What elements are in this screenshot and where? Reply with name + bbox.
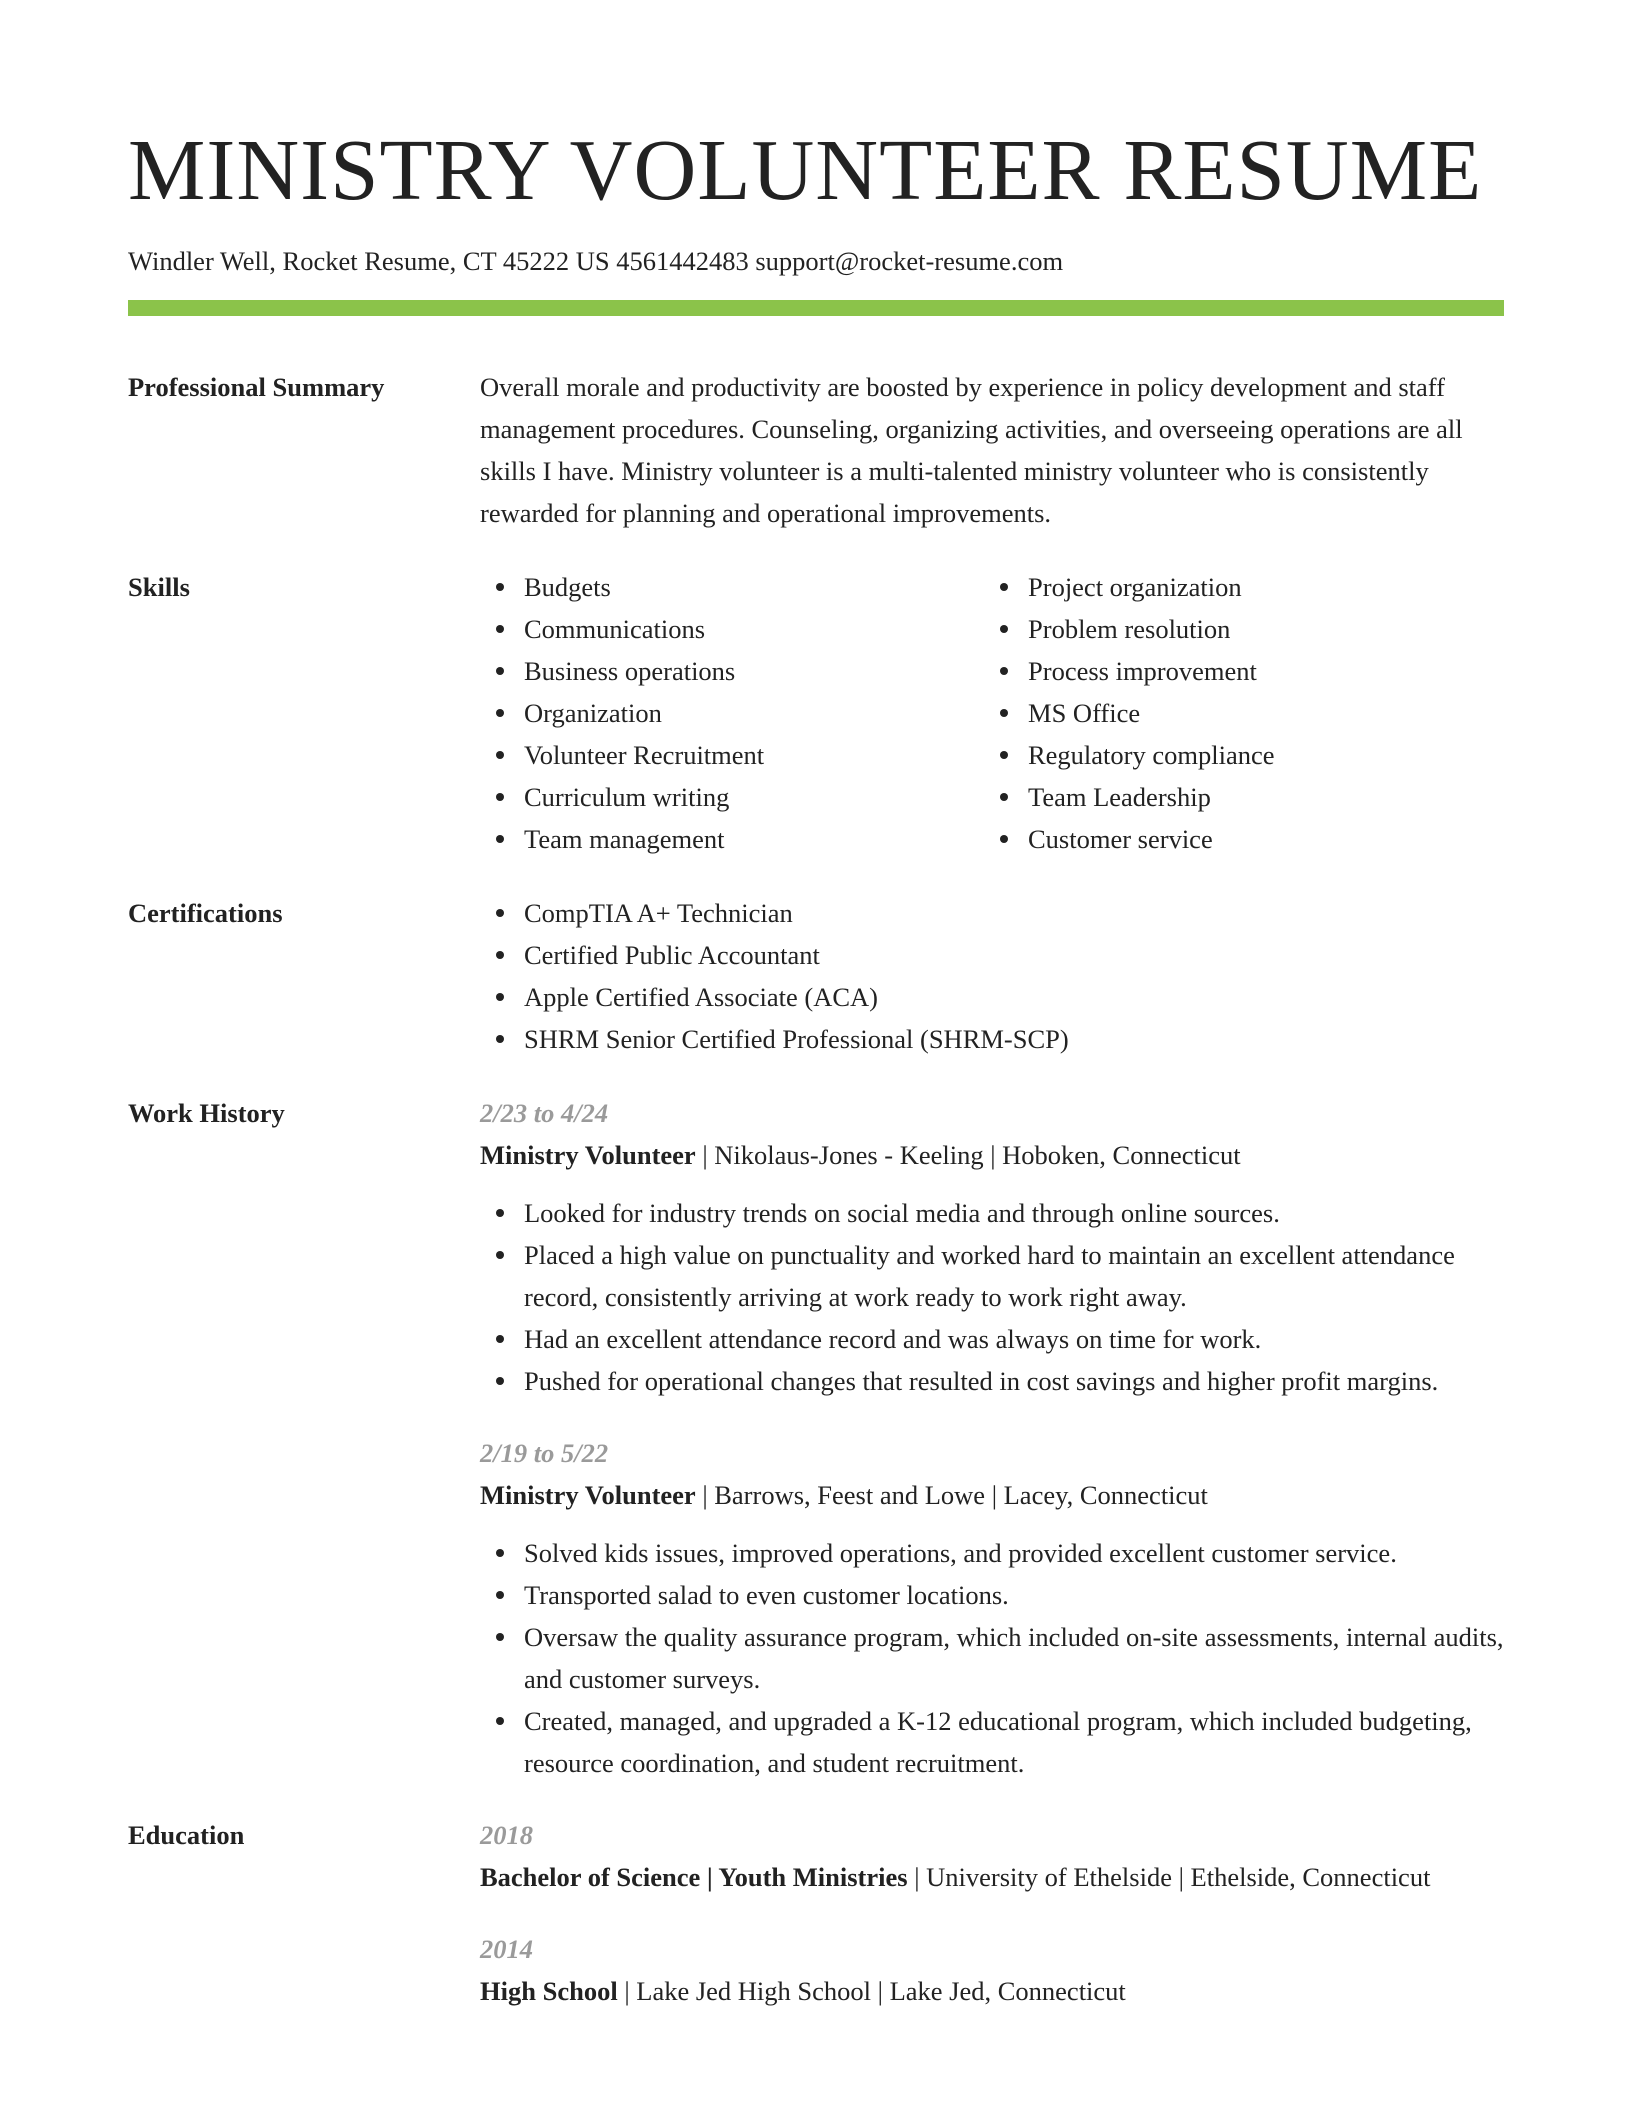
skill-item: MS Office (1028, 692, 1488, 734)
certification-item: CompTIA A+ Technician (524, 892, 1504, 934)
skill-item: Customer service (1028, 818, 1488, 860)
job-duty-item: Created, managed, and upgraded a K-12 educational program, which included budgeting, resource coordination, and student recruitment. (524, 1700, 1504, 1784)
job-duty-item: Placed a high value on punctuality and worked hard to maintain an excellent attendance record, consistently arriving at work ready to work right away. (524, 1234, 1504, 1318)
skill-item: Organization (524, 692, 984, 734)
section-label-education: Education (128, 1820, 245, 1850)
skill-item: Process improvement (1028, 650, 1488, 692)
certifications-list (480, 892, 1504, 1060)
work-history-body (480, 1092, 1504, 1784)
contact-line: Windler Well, Rocket Resume, CT 45222 US 4561442483 support@rocket-resume.com (128, 246, 1064, 276)
job-duty-item: Looked for industry trends on social media and through online sources. (524, 1192, 1504, 1234)
job-role: Ministry Volunteer (480, 1480, 696, 1510)
job-entry (480, 1432, 1504, 1784)
skill-item: Business operations (524, 650, 984, 692)
certifications-section (128, 892, 1504, 1060)
job-date: 2/23 to 4/24 (480, 1098, 609, 1128)
summary-section (128, 366, 1504, 534)
accent-divider (128, 300, 1504, 316)
section-label-work-history: Work History (128, 1098, 285, 1128)
school-location: | University of Ethelside | Ethelside, Connecticut (907, 1862, 1431, 1892)
job-employer-location: | Nikolaus-Jones - Keeling | Hoboken, Connecticut (695, 1140, 1241, 1170)
job-duties-list (480, 1532, 1504, 1784)
education-entry (480, 1814, 1504, 1898)
resume-title: MINISTRY VOLUNTEER RESUME (128, 121, 1483, 218)
job-duty-item: Pushed for operational changes that resulted in cost savings and higher profit margins. (524, 1360, 1504, 1402)
certification-item: Certified Public Accountant (524, 934, 1504, 976)
education-body (480, 1814, 1504, 2012)
skill-item: Team Leadership (1028, 776, 1488, 818)
summary-text: Overall morale and productivity are boosted by experience in policy development and staff management procedures. Counseling, organizing activities, and overseeing operations are all skills I have. Ministry volunteer is a multi-talented ministry volunteer who is consistently rewarded for planning and operational improvements. (480, 372, 1463, 528)
job-date: 2/19 to 5/22 (480, 1438, 609, 1468)
school-location: | Lake Jed High School | Lake Jed, Connecticut (617, 1976, 1126, 2006)
education-date: 2014 (480, 1934, 533, 1964)
certifications-body (480, 892, 1504, 1060)
education-section (128, 1814, 1504, 2012)
skills-section (128, 566, 1504, 860)
job-entry (480, 1092, 1504, 1402)
skills-columns (480, 566, 1504, 860)
skill-item: Volunteer Recruitment (524, 734, 984, 776)
degree-name: High School (480, 1976, 618, 2006)
skill-item: Communications (524, 608, 984, 650)
job-duty-item: Oversaw the quality assurance program, which included on-site assessments, internal audits, and customer surveys. (524, 1616, 1504, 1700)
job-heading (480, 1134, 1504, 1176)
skill-item: Project organization (1028, 566, 1488, 608)
education-date: 2018 (480, 1820, 533, 1850)
job-duty-item: Solved kids issues, improved operations, and provided excellent customer service. (524, 1532, 1504, 1574)
skills-list-left (480, 566, 984, 860)
section-label-summary: Professional Summary (128, 372, 385, 402)
job-duty-item: Transported salad to even customer locations. (524, 1574, 1504, 1616)
section-label-skills: Skills (128, 572, 190, 602)
job-duty-item: Had an excellent attendance record and was always on time for work. (524, 1318, 1504, 1360)
skill-item: Problem resolution (1028, 608, 1488, 650)
job-duties-list (480, 1192, 1504, 1402)
skill-item: Regulatory compliance (1028, 734, 1488, 776)
skills-column-right (984, 566, 1488, 860)
skill-item: Team management (524, 818, 984, 860)
education-heading (480, 1970, 1504, 2012)
certification-item: Apple Certified Associate (ACA) (524, 976, 1504, 1018)
skill-item: Curriculum writing (524, 776, 984, 818)
section-label-certifications: Certifications (128, 898, 283, 928)
skills-column-left (480, 566, 984, 860)
job-role: Ministry Volunteer (480, 1140, 696, 1170)
skills-list-right (984, 566, 1488, 860)
work-history-section (128, 1092, 1504, 1784)
degree-name: Bachelor of Science | Youth Ministries (480, 1862, 908, 1892)
job-heading (480, 1474, 1504, 1516)
job-employer-location: | Barrows, Feest and Lowe | Lacey, Connecticut (695, 1480, 1208, 1510)
skill-item: Budgets (524, 566, 984, 608)
education-entry (480, 1928, 1504, 2012)
certification-item: SHRM Senior Certified Professional (SHRM-SCP) (524, 1018, 1504, 1060)
education-heading (480, 1856, 1504, 1898)
